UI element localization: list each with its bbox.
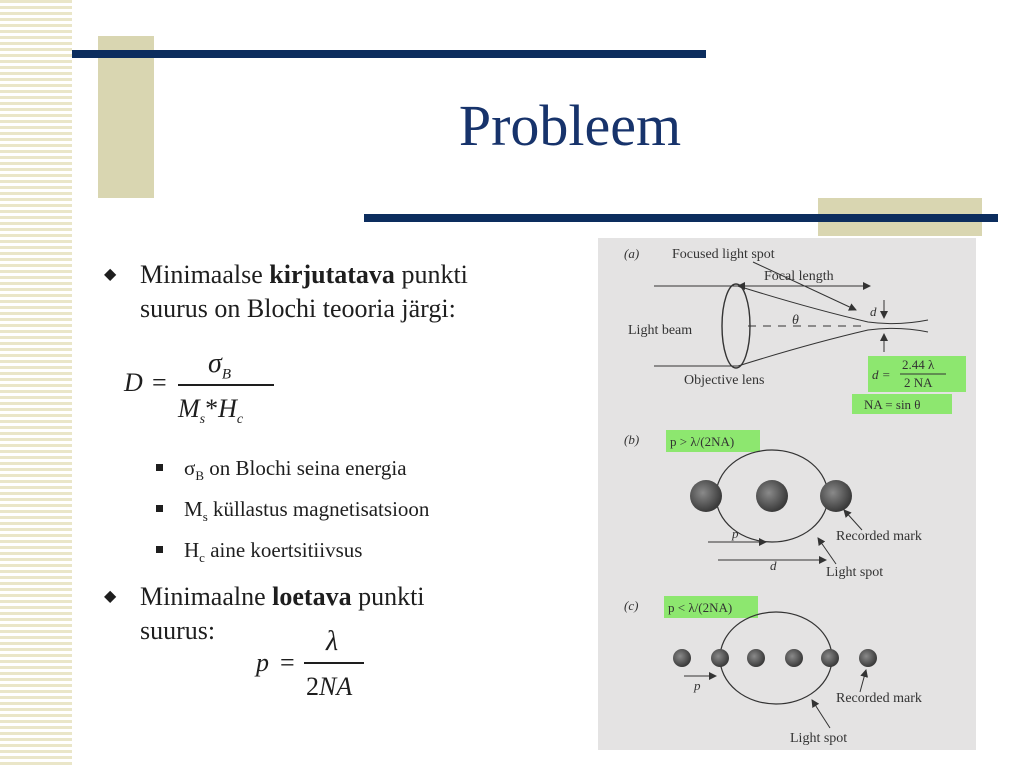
theta-label: θ xyxy=(792,313,799,328)
formula2-fraction-line xyxy=(304,662,364,664)
square-bullet-icon xyxy=(156,464,163,471)
c-condition: p < λ/(2NA) xyxy=(668,600,733,615)
den-na: NA xyxy=(319,672,353,701)
bullet2-line2: suurus: xyxy=(140,616,216,645)
recorded-mark-c2 xyxy=(711,649,729,667)
recorded-mark-b2 xyxy=(756,480,788,512)
light-beam-label: Light beam xyxy=(628,323,693,338)
recorded-mark-c6 xyxy=(859,649,877,667)
sigma-sub: B xyxy=(221,366,231,383)
sub2-text: küllastus magnetisatsioon xyxy=(207,497,430,521)
sub3-text: aine koertsitiivsus xyxy=(204,538,363,562)
d-label-b: d xyxy=(770,558,777,573)
slide-title: Probleem xyxy=(458,93,682,158)
panel-a-label: (a) xyxy=(624,246,640,261)
formula1-lhs: D xyxy=(124,368,143,397)
bottom-rule xyxy=(364,214,998,222)
den-star: * xyxy=(205,394,219,423)
subbullet-ms xyxy=(184,495,429,531)
formula1-eq: = xyxy=(152,368,167,397)
formula2-lhs: p xyxy=(256,648,269,677)
sub3-sub: c xyxy=(199,550,205,566)
recorded-mark-c5 xyxy=(821,649,839,667)
recorded-mark-c4 xyxy=(785,649,803,667)
panel-b-label: (b) xyxy=(624,432,640,447)
formula1-den xyxy=(178,394,243,428)
optics-figure-photo xyxy=(598,238,976,750)
light-spot-label-b: Light spot xyxy=(826,565,884,580)
recorded-mark-arrow-c xyxy=(860,670,866,692)
b-condition: p > λ/(2NA) xyxy=(670,434,735,449)
den-m-sub: s xyxy=(199,412,206,428)
sigma-symbol: σ xyxy=(208,348,222,379)
objective-lens-shape xyxy=(722,284,750,368)
p-label-c: p xyxy=(694,678,701,693)
d-formula-num: 2.44 λ xyxy=(902,357,935,372)
diamond-bullet-icon: ◆ xyxy=(104,266,117,283)
formula2-num: λ xyxy=(326,626,339,657)
bullet1-prefix: Minimaalse xyxy=(140,260,270,289)
title-block-left xyxy=(98,36,154,198)
den-two: 2 xyxy=(306,672,319,701)
bullet2-suffix: punkti xyxy=(351,582,425,611)
objective-lens-label: Objective lens xyxy=(684,373,765,388)
recorded-mark-b3 xyxy=(820,480,852,512)
square-bullet-icon xyxy=(156,505,163,512)
light-spot-circle-c xyxy=(720,612,832,704)
recorded-mark-label-c: Recorded mark xyxy=(836,691,922,706)
sub3-sym: H xyxy=(184,538,200,562)
subbullet-hc xyxy=(184,536,362,572)
cone-top xyxy=(738,286,928,324)
sub1-sym: σ xyxy=(184,456,196,480)
bullet2-prefix: Minimaalne xyxy=(140,582,273,611)
sub1-sub: B xyxy=(195,468,204,484)
formula2-eq: = xyxy=(280,648,295,677)
sub2-sym: M xyxy=(184,497,203,521)
bullet1-suffix: punkti xyxy=(394,260,468,289)
na-formula: NA = sin θ xyxy=(864,397,921,412)
focal-length-label: Focal length xyxy=(764,269,834,284)
left-stripe-decoration xyxy=(0,0,72,768)
bullet1-line2: suurus on Blochi teooria järgi: xyxy=(140,294,456,323)
formula2-den xyxy=(306,672,352,702)
focused-spot-label: Focused light spot xyxy=(672,247,775,262)
den-m: M xyxy=(178,394,200,423)
d-formula-lhs: d = xyxy=(872,367,891,382)
sub1-text: on Blochi seina energia xyxy=(204,456,407,480)
bullet2-bold: loetava xyxy=(272,582,352,611)
light-spot-label-c: Light spot xyxy=(790,731,848,746)
light-spot-arrow-c xyxy=(812,700,830,728)
diamond-bullet-icon: ◆ xyxy=(104,588,117,605)
subbullet-sigma xyxy=(184,454,407,490)
den-h-sub: c xyxy=(236,412,244,428)
top-rule xyxy=(72,50,706,58)
optics-figure-svg xyxy=(598,238,976,750)
den-h: H xyxy=(218,394,237,423)
recorded-mark-b1 xyxy=(690,480,722,512)
recorded-mark-label-b: Recorded mark xyxy=(836,529,922,544)
recorded-mark-arrow-b xyxy=(844,510,862,530)
formula1-num xyxy=(208,348,231,384)
bullet-writable-spot xyxy=(104,258,590,326)
bullet-readable-spot xyxy=(104,580,590,648)
d-label-a: d xyxy=(870,304,877,319)
sub2-sub: s xyxy=(202,509,208,525)
recorded-mark-c1 xyxy=(673,649,691,667)
recorded-mark-c3 xyxy=(747,649,765,667)
d-formula-den: 2 NA xyxy=(904,375,933,390)
panel-c-label: (c) xyxy=(624,598,639,613)
formula1-fraction-line xyxy=(178,384,274,386)
bullet1-bold: kirjutatava xyxy=(269,260,395,289)
p-label-b: p xyxy=(732,526,739,541)
square-bullet-icon xyxy=(156,546,163,553)
